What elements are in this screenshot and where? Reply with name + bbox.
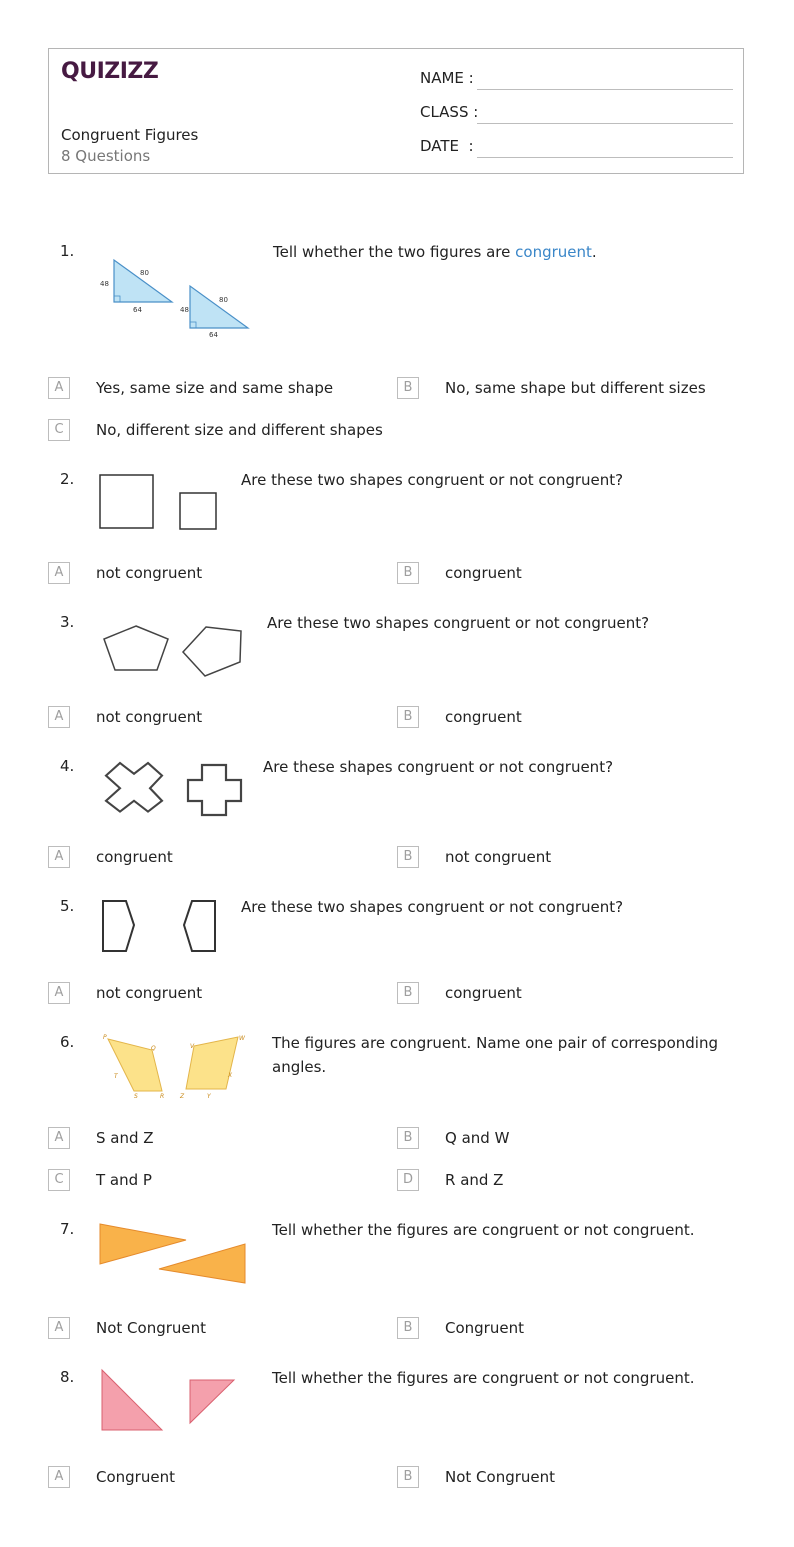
vertex-label: W [239,1035,245,1042]
class-line[interactable] [477,123,733,124]
pentagons-figure [100,620,250,682]
option-text[interactable]: not congruent [96,564,203,582]
side-label: 80 [140,269,149,277]
question-text: Are these two shapes congruent or not congruent? [267,614,650,632]
vertex-label: S [134,1093,138,1100]
quadrilaterals-figure [98,1030,254,1106]
option-text[interactable]: not congruent [445,848,552,866]
option-letter-a[interactable]: A [48,846,70,868]
quizizz-logo: QUIZIZZ [61,59,159,84]
option-text[interactable]: not congruent [96,708,203,726]
option-text[interactable]: congruent [445,708,522,726]
name-line[interactable] [477,89,733,90]
squares-figure [96,470,226,534]
option-text[interactable]: Q and W [445,1129,510,1147]
option-letter-b[interactable]: B [397,846,419,868]
option-text[interactable]: not congruent [96,984,203,1002]
option-letter-a[interactable]: A [48,982,70,1004]
worksheet-header [48,48,744,174]
option-text[interactable]: R and Z [445,1171,504,1189]
option-text[interactable]: T and P [96,1171,152,1189]
option-text[interactable]: congruent [445,564,522,582]
option-letter-b[interactable]: B [397,1127,419,1149]
right-triangles-figure [96,256,256,342]
option-text[interactable]: No, same shape but different sizes [445,379,706,397]
vertex-label: P [103,1034,107,1041]
option-text[interactable]: S and Z [96,1129,154,1147]
option-letter-d[interactable]: D [397,1169,419,1191]
option-letter-c[interactable]: C [48,419,70,441]
question-number: 5. [60,897,75,915]
side-label: 80 [219,296,228,304]
hexagons-figure [98,897,224,957]
option-text[interactable]: Congruent [445,1319,524,1337]
option-letter-b[interactable]: B [397,377,419,399]
option-text[interactable]: Not Congruent [445,1468,556,1486]
question-text: Are these two shapes congruent or not congruent? [241,898,624,916]
option-letter-b[interactable]: B [397,982,419,1004]
date-line[interactable] [477,157,733,158]
question-number: 7. [60,1220,75,1238]
side-label: 64 [133,306,142,314]
side-label: 48 [100,280,109,288]
vertex-label: V [190,1043,195,1050]
vertex-label: X [228,1072,233,1079]
option-text[interactable]: congruent [445,984,522,1002]
option-letter-b[interactable]: B [397,1466,419,1488]
question-number: 8. [60,1368,75,1386]
orange-triangles-figure [96,1218,252,1288]
question-number: 3. [60,613,75,631]
vertex-label: Z [180,1093,185,1100]
question-number: 6. [60,1033,75,1051]
option-text[interactable]: Yes, same size and same shape [96,379,334,397]
question-count: 8 Questions [61,147,151,165]
option-letter-a[interactable]: A [48,562,70,584]
question-text: The figures are congruent. Name one pair of corresponding angles. [272,1034,718,1076]
congruent-link[interactable]: congruent [515,243,592,261]
pink-triangles-figure [96,1366,246,1436]
question-text: Are these shapes congruent or not congruent? [263,758,614,776]
side-label: 48 [180,306,189,314]
option-letter-b[interactable]: B [397,562,419,584]
question-text: Tell whether the figures are congruent or not congruent. [272,1369,695,1387]
option-letter-b[interactable]: B [397,1317,419,1339]
vertex-label: T [114,1073,118,1080]
side-label: 64 [209,331,218,339]
question-number: 2. [60,470,75,488]
vertex-label: R [160,1093,165,1100]
class-label: CLASS : [420,103,479,121]
crosses-figure [100,760,250,822]
question-text: Are these two shapes congruent or not congruent? [241,471,624,489]
option-letter-b[interactable]: B [397,706,419,728]
option-text[interactable]: Congruent [96,1468,175,1486]
vertex-label: Y [207,1093,211,1100]
vertex-label: Q [151,1045,156,1052]
option-letter-a[interactable]: A [48,1127,70,1149]
question-text: Tell whether the two figures are congruent. [273,243,597,261]
option-letter-c[interactable]: C [48,1169,70,1191]
option-letter-a[interactable]: A [48,377,70,399]
question-number: 1. [60,242,75,260]
worksheet-title: Congruent Figures [61,126,199,144]
option-letter-a[interactable]: A [48,1466,70,1488]
question-text: Tell whether the figures are congruent or not congruent. [272,1221,695,1239]
question-number: 4. [60,757,75,775]
option-letter-a[interactable]: A [48,706,70,728]
date-label: DATE : [420,137,474,155]
option-text[interactable]: congruent [96,848,173,866]
option-letter-a[interactable]: A [48,1317,70,1339]
option-text[interactable]: No, different size and different shapes [96,421,383,439]
option-text[interactable]: Not Congruent [96,1319,207,1337]
name-label: NAME : [420,69,474,87]
